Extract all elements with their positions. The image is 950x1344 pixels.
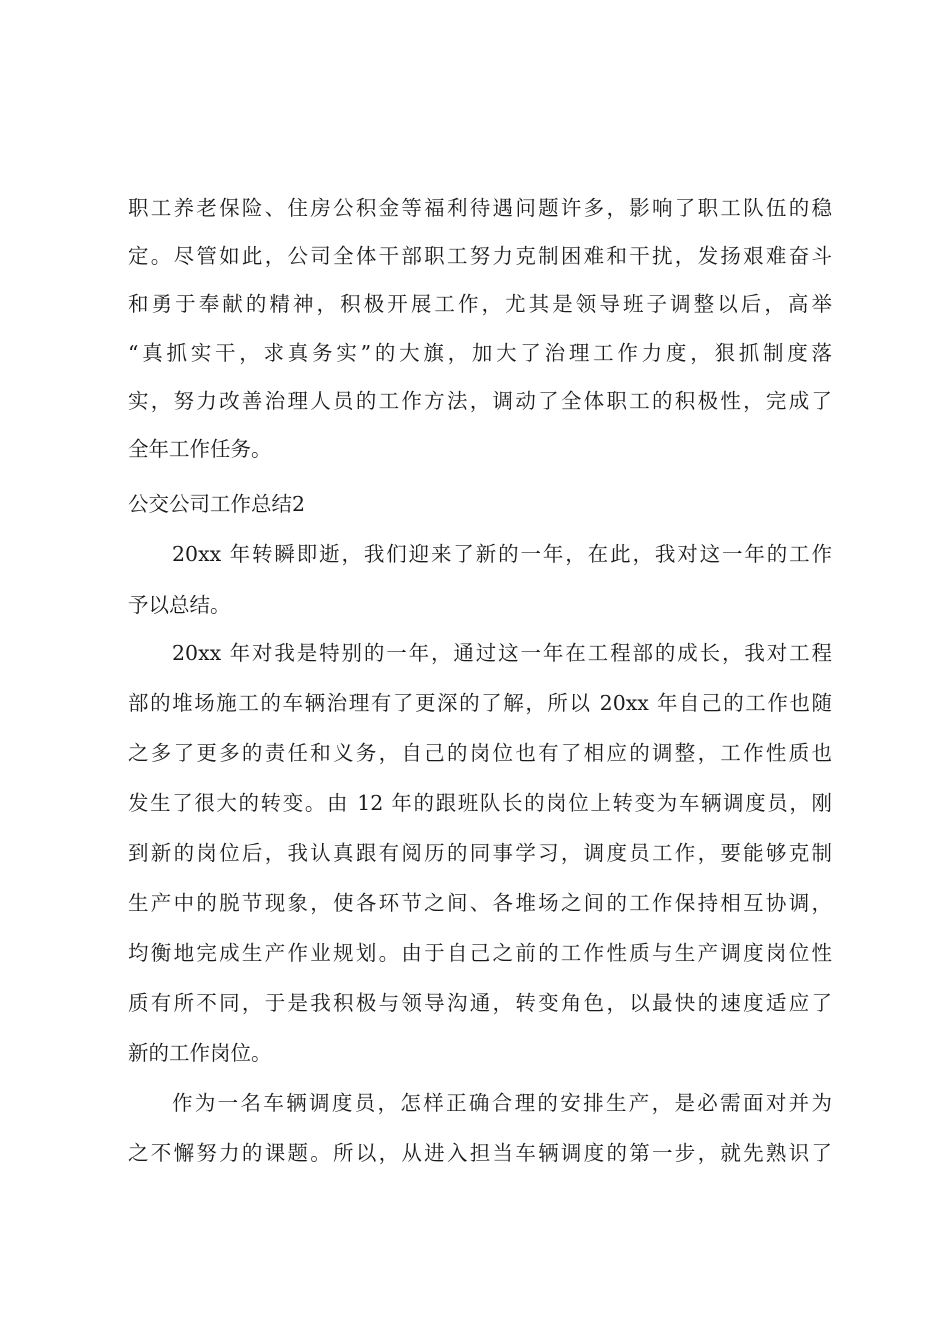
paragraph-line: 部的堆场施工的车辆治理有了更深的了解，所以 20xx 年自己的工作也随 [128,691,832,715]
paragraph-line: 20xx 年转瞬即逝，我们迎来了新的一年，在此，我对这一年的工作 [172,542,832,566]
paragraph-line: 20xx 年对我是特别的一年，通过这一年在工程部的成长，我对工程 [172,641,832,665]
paragraph-line: 均衡地完成生产作业规划。由于自己之前的工作性质与生产调度岗位性 [128,941,832,965]
paragraph-line: 之多了更多的责任和义务，自己的岗位也有了相应的调整，工作性质也 [128,741,832,765]
paragraph-line: 到新的岗位后，我认真跟有阅历的同事学习，调度员工作，要能够克制 [128,841,832,865]
section-heading: 公交公司工作总结2 [128,492,306,516]
paragraph-line: 实，努力改善治理人员的工作方法，调动了全体职工的积极性，完成了 [128,389,832,413]
paragraph-line: 全年工作任务。 [128,437,272,461]
paragraph-line: 和勇于奉献的精神，积极开展工作，尤其是领导班子调整以后，高举 [128,292,832,316]
paragraph-line: 生产中的脱节现象，使各环节之间、各堆场之间的工作保持相互协调， [128,891,832,915]
paragraph-line: 新的工作岗位。 [128,1041,272,1065]
paragraph-line: 质有所不同，于是我积极与领导沟通，转变角色，以最快的速度适应了 [128,991,832,1015]
paragraph-line: 作为一名车辆调度员，怎样正确合理的安排生产，是必需面对并为 [172,1091,832,1115]
paragraph-line: “真抓实干，求真务实”的大旗，加大了治理工作力度，狠抓制度落 [128,341,832,365]
paragraph-line: 之不懈努力的课题。所以，从进入担当车辆调度的第一步，就先熟识了 [128,1141,832,1165]
paragraph-line: 职工养老保险、住房公积金等福利待遇问题许多，影响了职工队伍的稳 [128,196,832,220]
paragraph-line: 予以总结。 [128,593,231,617]
paragraph-line: 定。尽管如此，公司全体干部职工努力克制困难和干扰，发扬艰难奋斗 [128,244,832,268]
paragraph-line: 发生了很大的转变。由 12 年的跟班队长的岗位上转变为车辆调度员，刚 [128,791,832,815]
